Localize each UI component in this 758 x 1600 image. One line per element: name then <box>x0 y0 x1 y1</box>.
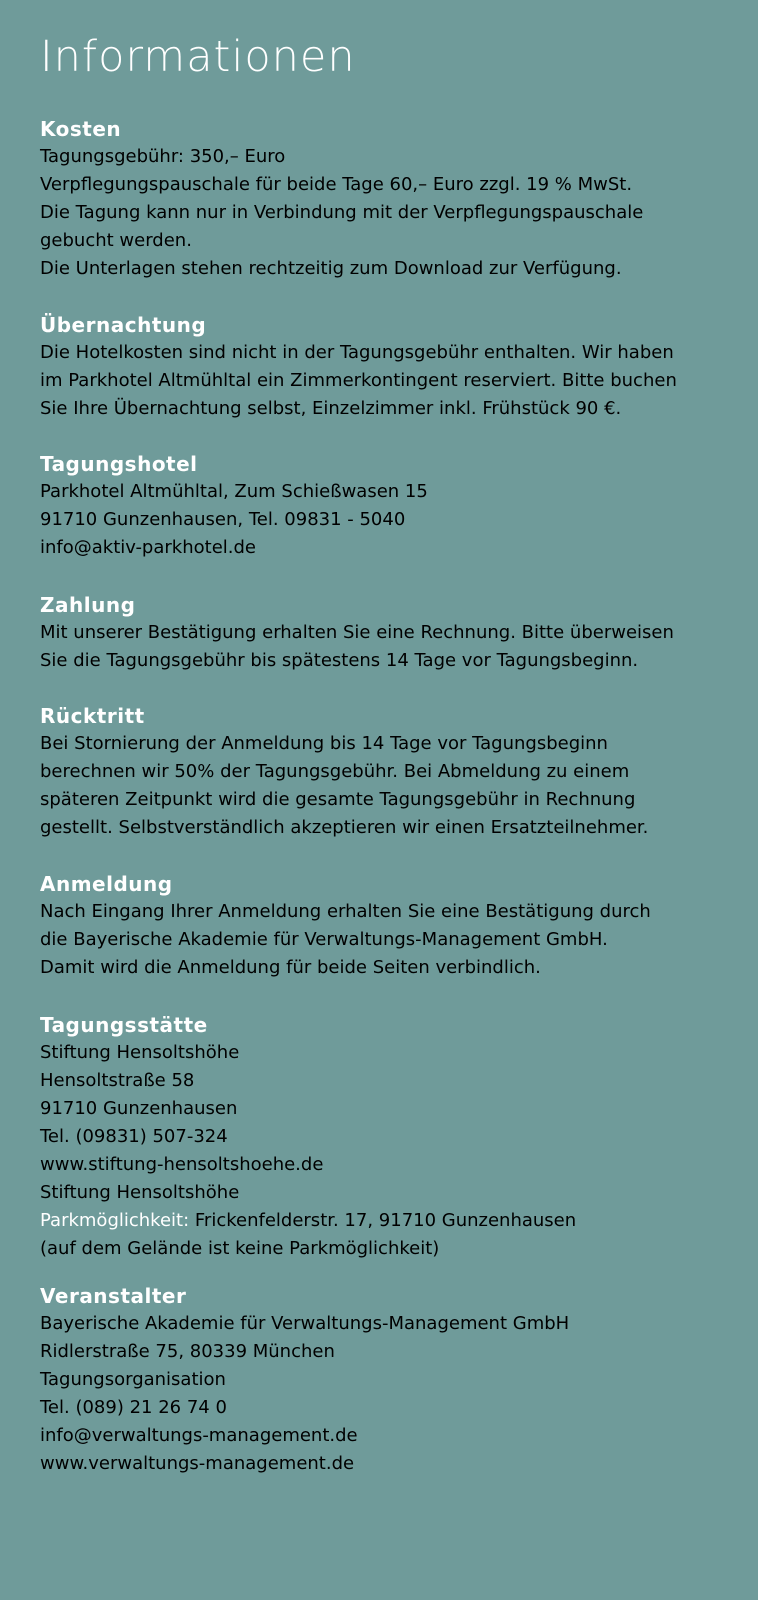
section-zahlung <box>40 592 740 675</box>
section-uebernachtung <box>40 312 740 423</box>
text-line: (auf dem Gelände ist keine Parkmöglichkeit) <box>40 1238 440 1259</box>
section-veranstalter <box>40 1283 740 1478</box>
text-line: Bayerische Akademie für Verwaltungs-Management GmbH <box>40 1313 570 1334</box>
text-line: Nach Eingang Ihrer Anmeldung erhalten Sie eine Bestätigung durch <box>40 901 651 922</box>
text-line: Stiftung Hensoltshöhe <box>40 1042 240 1063</box>
text-line: Sie die Tagungsgebühr bis spätestens 14 Tage vor Tagungsbeginn. <box>40 650 639 671</box>
section-ruecktritt <box>40 703 740 842</box>
text-line: 91710 Gunzenhausen <box>40 1098 238 1119</box>
text-line: Sie Ihre Übernachtung selbst, Einzelzimmer inkl. Frühstück 90 €. <box>40 398 622 419</box>
text-line: berechnen wir 50% der Tagungsgebühr. Bei Abmeldung zu einem <box>40 761 630 782</box>
text-line: Damit wird die Anmeldung für beide Seiten verbindlich. <box>40 957 541 978</box>
text-line: Tagungsorganisation <box>40 1369 226 1390</box>
text-line: gestellt. Selbstverständlich akzeptieren wir einen Ersatzteilnehmer. <box>40 817 649 838</box>
parking-line <box>40 1207 740 1235</box>
text-line: gebucht werden. <box>40 230 192 251</box>
text-line: 91710 Gunzenhausen, Tel. 09831 - 5040 <box>40 509 406 530</box>
section-tagungsstaette <box>40 1012 740 1263</box>
text-line: Stiftung Hensoltshöhe <box>40 1182 240 1203</box>
text-line: Verpflegungspauschale für beide Tage 60,– Euro zzgl. 19 % MwSt. <box>40 174 633 195</box>
text-line: Parkhotel Altmühltal, Zum Schießwasen 15 <box>40 481 428 502</box>
venue-website-link[interactable]: www.stiftung-hensoltshoehe.de <box>40 1154 324 1175</box>
text-line: Bei Stornierung der Anmeldung bis 14 Tage vor Tagungsbeginn <box>40 733 608 754</box>
text-line: im Parkhotel Altmühltal ein Zimmerkontingent reserviert. Bitte buchen <box>40 370 677 391</box>
section-tagungshotel <box>40 451 740 562</box>
text-line: Mit unserer Bestätigung erhalten Sie eine Rechnung. Bitte überweisen <box>40 622 674 643</box>
text-line: Hensoltstraße 58 <box>40 1070 195 1091</box>
section-heading: Rücktritt <box>40 704 145 728</box>
section-heading: Anmeldung <box>40 872 173 896</box>
section-heading: Veranstalter <box>40 1284 187 1308</box>
section-anmeldung <box>40 871 740 982</box>
text-line: die Bayerische Akademie für Verwaltungs-Management GmbH. <box>40 929 608 950</box>
text-line: Tel. (09831) 507-324 <box>40 1126 228 1147</box>
text-line: späteren Zeitpunkt wird die gesamte Tagungsgebühr in Rechnung <box>40 789 636 810</box>
hotel-email-link[interactable]: info@aktiv-parkhotel.de <box>40 537 256 558</box>
text-line: Tel. (089) 21 26 74 0 <box>40 1397 227 1418</box>
text-line: Die Tagung kann nur in Verbindung mit der Verpflegungspauschale <box>40 202 644 223</box>
section-heading: Kosten <box>40 117 122 141</box>
text-line: Ridlerstraße 75, 80339 München <box>40 1341 335 1362</box>
section-heading: Tagungsstätte <box>40 1013 208 1037</box>
text-line: Die Hotelkosten sind nicht in der Tagungsgebühr enthalten. Wir haben <box>40 342 674 363</box>
section-kosten <box>40 116 740 283</box>
text-line: Die Unterlagen stehen rechtzeitig zum Download zur Verfügung. <box>40 258 622 279</box>
page-title: Informationen <box>40 32 356 82</box>
organizer-website-link[interactable]: www.verwaltungs-management.de <box>40 1453 355 1474</box>
section-heading: Tagungshotel <box>40 452 198 476</box>
parking-label: Parkmöglichkeit: <box>40 1210 195 1231</box>
organizer-email-link[interactable]: info@verwaltungs-management.de <box>40 1425 358 1446</box>
parking-address: Frickenfelderstr. 17, 91710 Gunzenhausen <box>194 1210 577 1231</box>
section-heading: Zahlung <box>40 593 136 617</box>
text-line: Tagungsgebühr: 350,– Euro <box>40 146 286 167</box>
section-heading: Übernachtung <box>40 313 207 337</box>
